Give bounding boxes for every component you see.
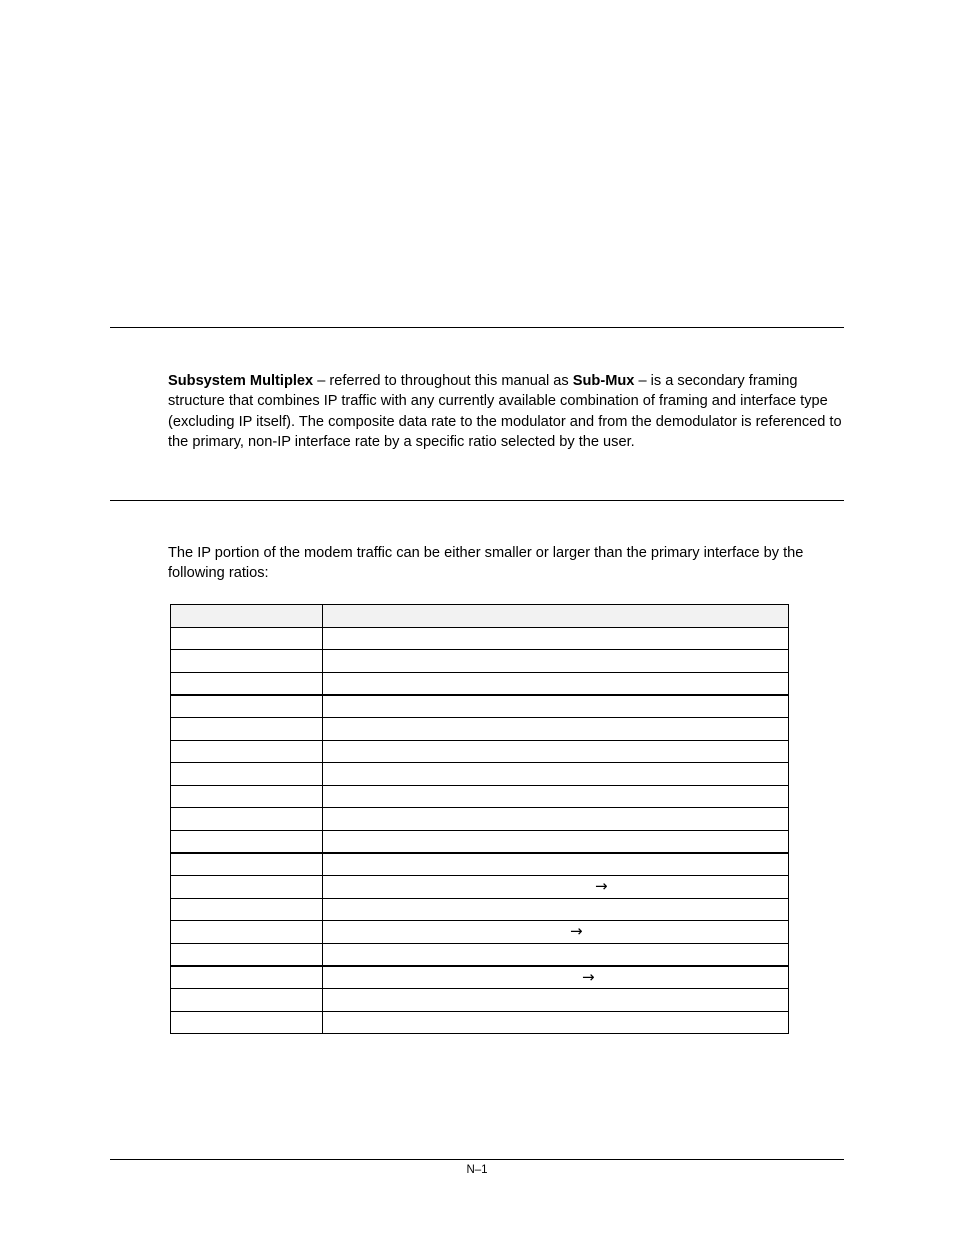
definition-text-b: – is a secondary framing structure that combines IP traffic with any currently available combination of framing and interface type (excluding IP itself). The composite data rate to the modulator and from the demodulator is referenced to the primary, non-IP interface rate by a specific ratio selected by the user. — [168, 373, 842, 450]
table-cell — [171, 808, 323, 831]
table-cell — [171, 853, 323, 876]
right-arrow-icon: → — [595, 877, 608, 896]
table-cell — [171, 943, 323, 966]
table-cell — [323, 989, 789, 1012]
table-cell — [171, 627, 323, 650]
table-header-cell — [323, 605, 789, 628]
table-cell — [171, 717, 323, 740]
submux-definition-paragraph — [168, 371, 846, 452]
table-row — [171, 717, 789, 740]
table-cell — [171, 898, 323, 921]
table-cell — [171, 989, 323, 1012]
table-cell — [171, 740, 323, 763]
section-divider-top — [110, 327, 844, 328]
table-row — [171, 876, 789, 899]
right-arrow-icon: → — [582, 968, 595, 986]
table-cell — [323, 943, 789, 966]
table-cell — [323, 717, 789, 740]
subsystem-multiplex-term: Subsystem Multiplex — [168, 373, 314, 389]
table-row — [171, 921, 789, 944]
table-row — [171, 966, 789, 989]
table-cell — [171, 921, 323, 944]
table-cell — [171, 650, 323, 673]
table-header-cell — [171, 605, 323, 628]
right-arrow-icon: → — [570, 922, 583, 941]
table-cell — [323, 966, 789, 989]
table-cell — [171, 1011, 323, 1034]
table-header-row — [171, 605, 789, 628]
table-cell — [171, 763, 323, 786]
table-cell — [171, 966, 323, 989]
table-cell — [323, 853, 789, 876]
section-divider-middle — [110, 500, 844, 501]
table-cell — [171, 695, 323, 718]
table-row — [171, 808, 789, 831]
table-row — [171, 830, 789, 853]
table-cell — [171, 672, 323, 695]
table-row — [171, 672, 789, 695]
table-row — [171, 853, 789, 876]
table-row — [171, 695, 789, 718]
table-row — [171, 943, 789, 966]
table-cell — [323, 785, 789, 808]
table-row — [171, 898, 789, 921]
sub-mux-term: Sub-Mux — [572, 373, 635, 389]
table-cell — [171, 876, 323, 899]
ratios-intro-paragraph: The IP portion of the modem traffic can be either smaller or larger than the primary interface by the following ratios: — [168, 545, 804, 582]
table-cell — [323, 830, 789, 853]
table-cell — [323, 740, 789, 763]
table-row — [171, 627, 789, 650]
table-cell — [323, 876, 789, 899]
table-cell — [323, 672, 789, 695]
table-cell — [323, 763, 789, 786]
table-cell — [171, 830, 323, 853]
table-cell — [323, 921, 789, 944]
table-row — [171, 650, 789, 673]
table-cell — [323, 808, 789, 831]
table-row — [171, 763, 789, 786]
definition-text-a: – referred to throughout this manual as — [313, 373, 573, 389]
table-row — [171, 989, 789, 1012]
table-row — [171, 1011, 789, 1034]
table-cell — [323, 650, 789, 673]
table-row — [171, 740, 789, 763]
table-cell — [323, 695, 789, 718]
table-cell — [323, 1011, 789, 1034]
table-row — [171, 785, 789, 808]
table-cell — [323, 898, 789, 921]
footer-divider — [110, 1159, 844, 1160]
table-cell — [171, 785, 323, 808]
table-cell — [323, 627, 789, 650]
ratios-table — [170, 604, 789, 1034]
page-number: N–1 — [466, 1164, 488, 1176]
